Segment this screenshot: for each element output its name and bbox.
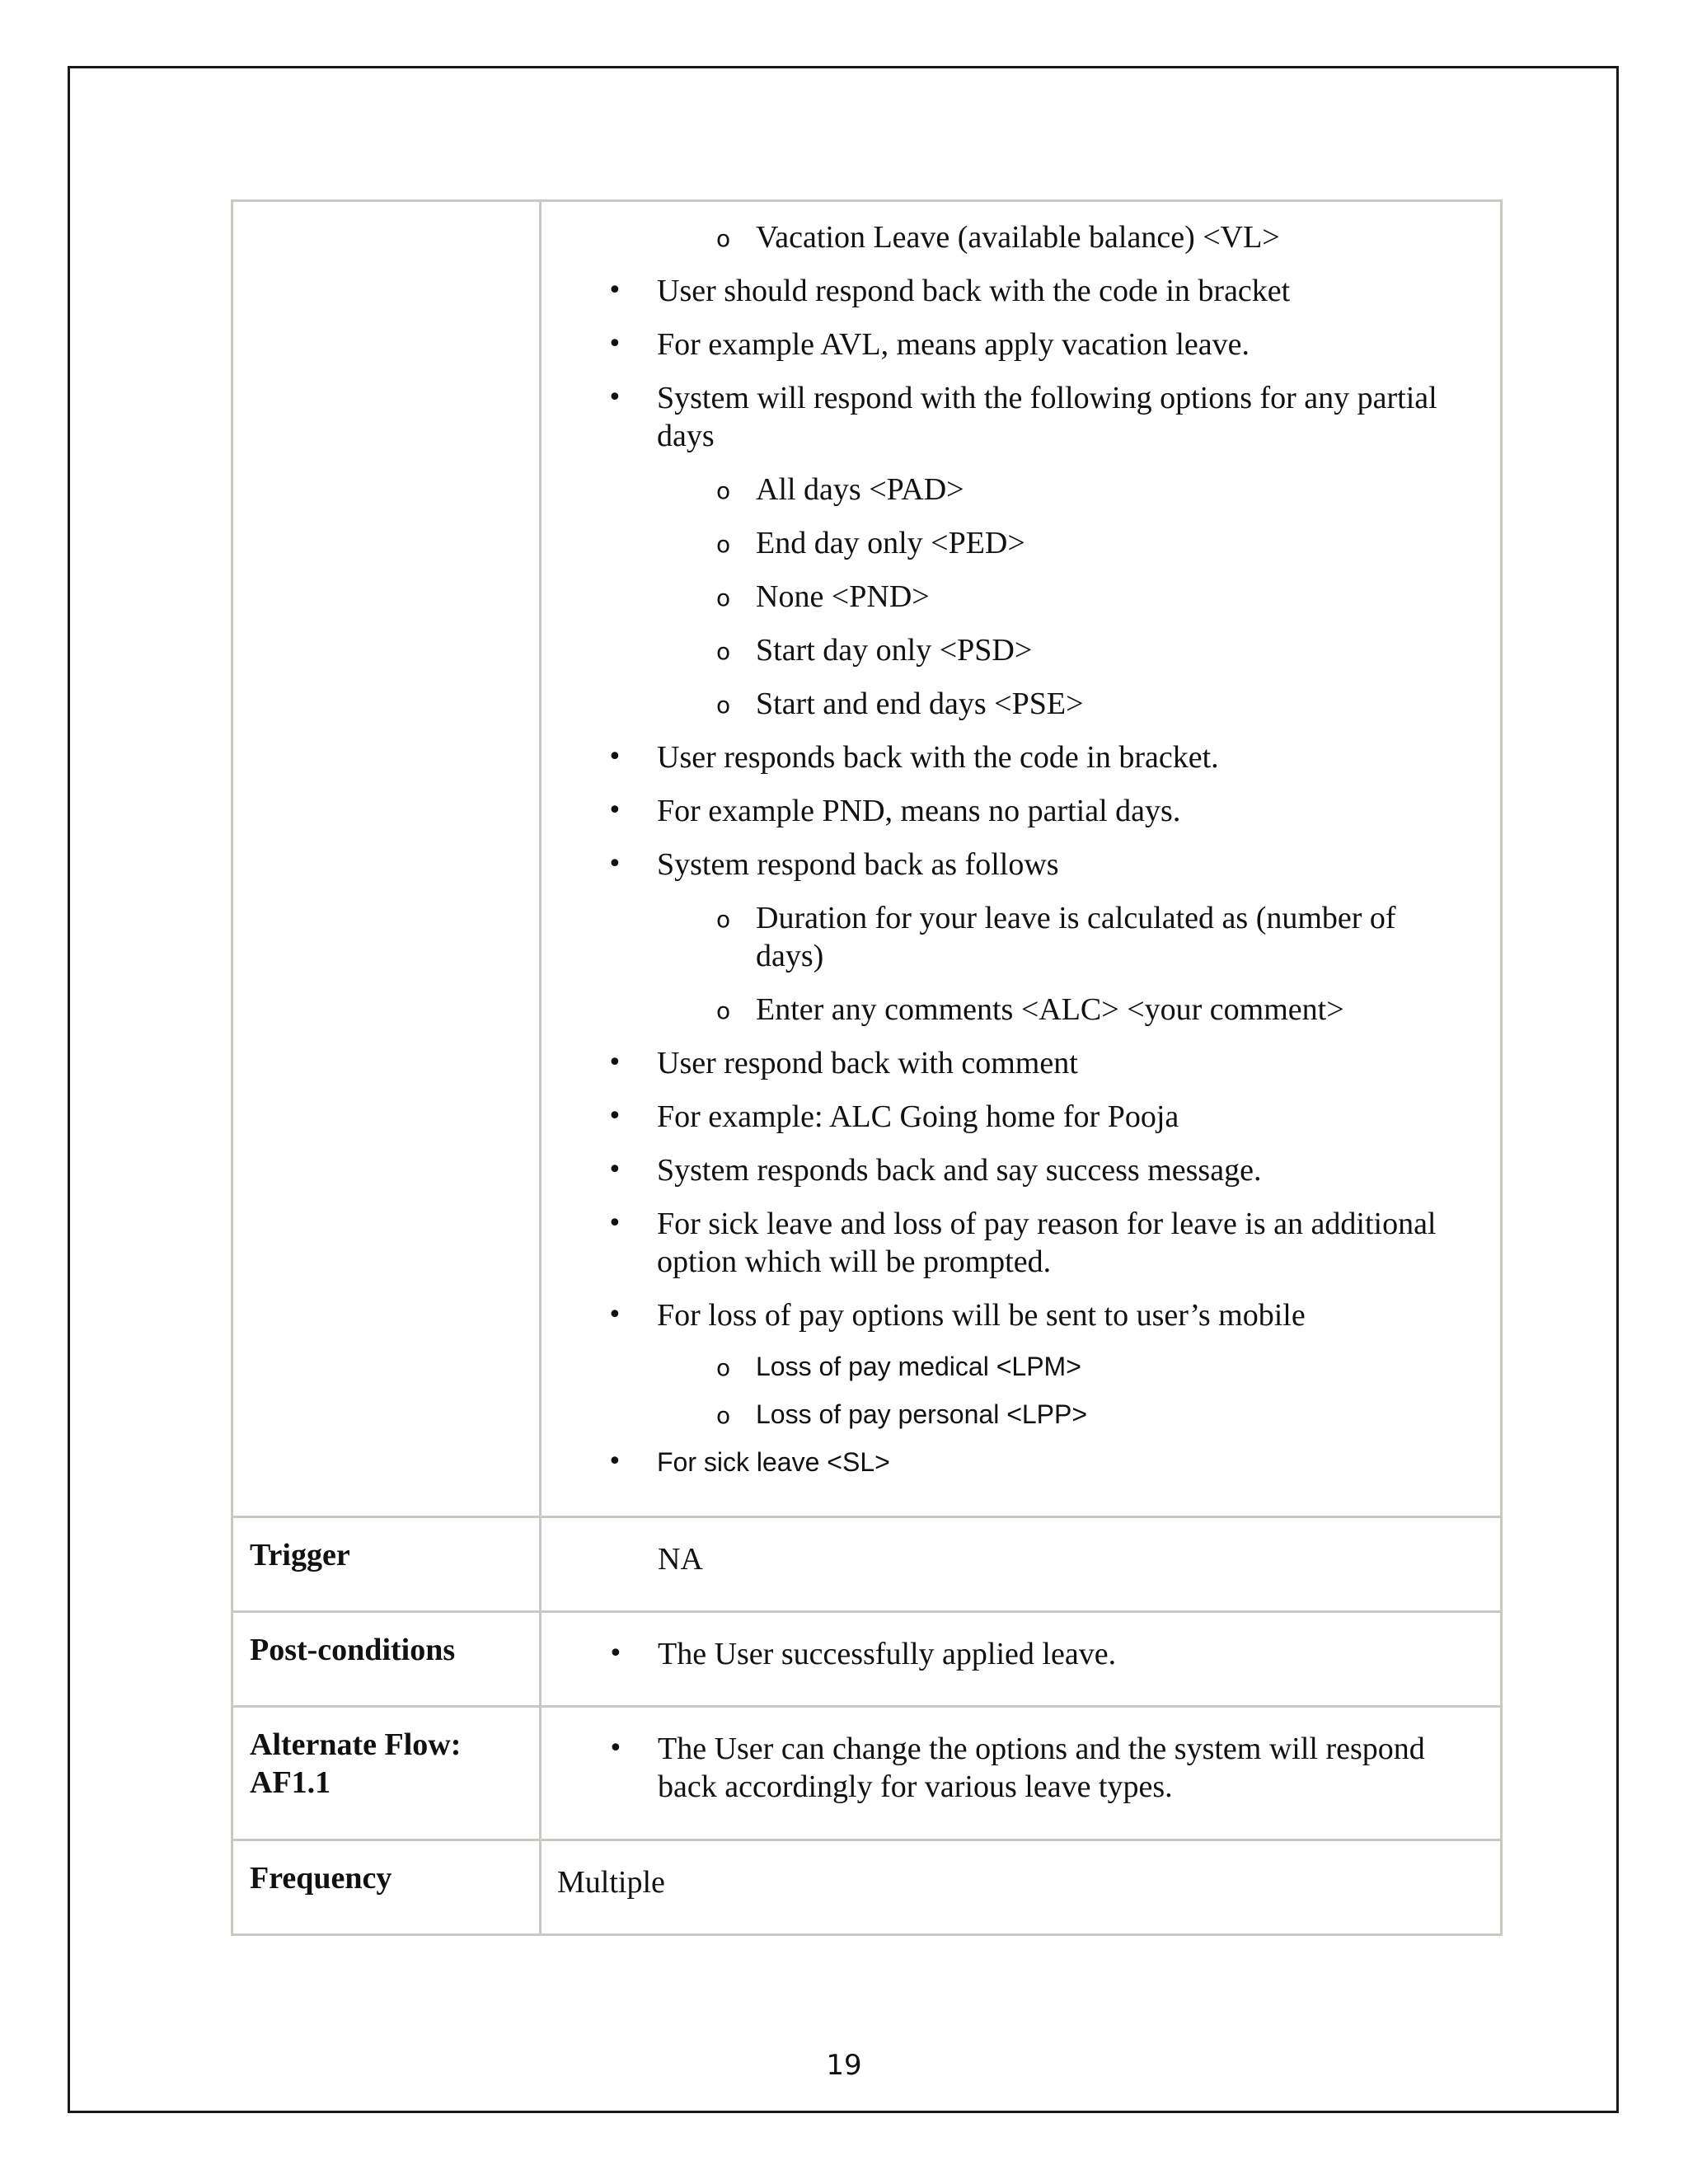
sub-list-item: o Loss of pay personal <LPP> — [542, 1398, 1500, 1431]
table-row — [232, 1612, 1502, 1707]
post-conditions-label: Post-conditions — [232, 1612, 541, 1707]
list-item: • User responds back with the code in bracket. — [542, 738, 1500, 776]
frequency-cell — [541, 1840, 1502, 1935]
table-row — [232, 1517, 1502, 1612]
list-item: • System respond back as follows — [542, 846, 1500, 883]
main-flow-cell — [541, 201, 1502, 1517]
sub-list-item: o Start and end days <PSE> — [542, 685, 1500, 723]
main-flow-list — [542, 218, 1500, 1479]
table-row — [232, 201, 1502, 1517]
list-item: • For example AVL, means apply vacation leave. — [542, 326, 1500, 363]
alternate-flow-value: • The User can change the options and the system will respond back accordingly for various leave types. — [542, 1730, 1499, 1806]
list-item: • For sick leave <SL> — [542, 1446, 1500, 1479]
sub-list-item: o Duration for your leave is calculated as (number of days) — [542, 899, 1500, 975]
post-conditions-value: • The User successfully applied leave. — [542, 1635, 1499, 1673]
sub-list-item: o Start day only <PSD> — [542, 631, 1500, 669]
trigger-value: NA — [658, 1542, 703, 1577]
list-item: • System responds back and say success message. — [542, 1151, 1500, 1189]
frequency-value: Multiple — [557, 1865, 665, 1900]
sub-list-item: o Enter any comments <ALC> <your comment> — [542, 991, 1500, 1029]
list-item: • For example: ALC Going home for Pooja — [542, 1098, 1500, 1136]
empty-label-cell — [232, 201, 541, 1517]
list-item: • For loss of pay options will be sent to user’s mobile — [542, 1296, 1500, 1334]
sub-list-item: o Vacation Leave (available balance) <VL> — [542, 218, 1500, 256]
list-item: • For example PND, means no partial days. — [542, 792, 1500, 830]
post-conditions-cell — [541, 1612, 1502, 1707]
list-item: • User respond back with comment — [542, 1044, 1500, 1082]
alternate-flow-cell — [541, 1707, 1502, 1840]
sub-list-item: o None <PND> — [542, 578, 1500, 616]
list-item: • User should respond back with the code in bracket — [542, 272, 1500, 310]
alternate-flow-label: Alternate Flow: AF1.1 — [232, 1707, 541, 1840]
frequency-label: Frequency — [232, 1840, 541, 1935]
sub-list-item: o Loss of pay medical <LPM> — [542, 1350, 1500, 1383]
trigger-label: Trigger — [232, 1517, 541, 1612]
use-case-table — [231, 199, 1503, 1936]
trigger-cell — [541, 1517, 1502, 1612]
page-number: 19 — [826, 2049, 862, 2082]
list-item: • System will respond with the following options for any partial days — [542, 379, 1500, 455]
sub-list-item: o All days <PAD> — [542, 471, 1500, 509]
sub-list-item: o End day only <PED> — [542, 524, 1500, 562]
table-row — [232, 1840, 1502, 1935]
list-item: • For sick leave and loss of pay reason for leave is an additional option which will be prompted. — [542, 1205, 1500, 1281]
table-row — [232, 1707, 1502, 1840]
